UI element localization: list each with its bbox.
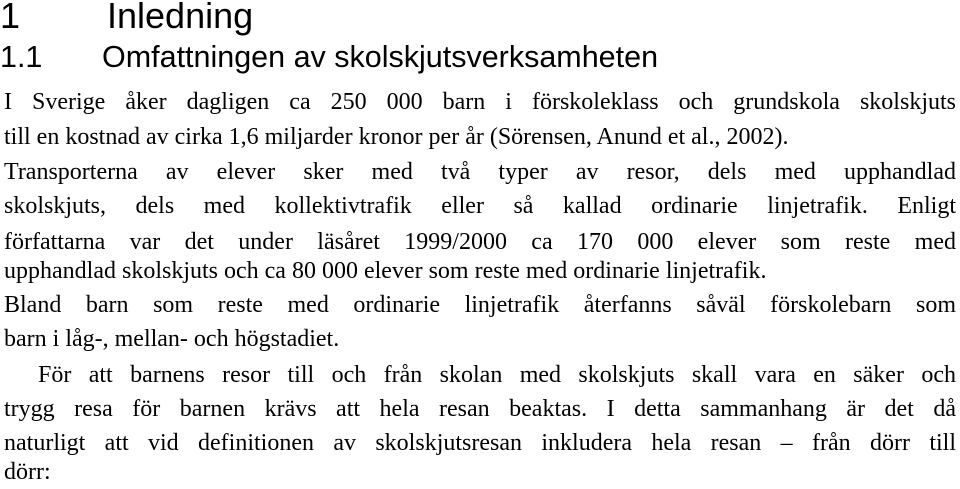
text-line: trygg resa för barnen krävs att hela resan beaktas. I detta sammanhang är det då xyxy=(4,396,956,422)
text-line: För att barnens resor till och från skolan med skolskjuts skall vara en säker och xyxy=(38,362,956,388)
text-line: barn i låg-, mellan- och högstadiet. xyxy=(4,326,340,352)
text-line: I Sverige åker dagligen ca 250 000 barn i förskoleklass och grundskola skolskjuts xyxy=(4,89,956,115)
chapter-title: Inledning xyxy=(107,0,254,36)
section-title: Omfattningen av skolskjutsverksamheten xyxy=(102,40,659,74)
text-line: dörr: xyxy=(4,459,51,485)
text-line: naturligt att vid definitionen av skolskjutsresan inkludera hela resan – från dörr till xyxy=(4,430,956,456)
text-line: författarna var det under läsåret 1999/2000 ca 170 000 elever som reste med xyxy=(4,229,956,255)
chapter-heading xyxy=(0,0,253,38)
text-line: Bland barn som reste med ordinarie linjetrafik återfanns såväl förskolebarn som xyxy=(4,292,956,318)
text-line: skolskjuts, dels med kollektivtrafik eller så kallad ordinarie linjetrafik. Enligt xyxy=(4,193,956,219)
text-line: Transporterna av elever sker med två typer av resor, dels med upphandlad xyxy=(4,159,956,185)
text-line: upphandlad skolskjuts och ca 80 000 elever som reste med ordinarie linjetrafik. xyxy=(4,258,767,284)
chapter-number: 1 xyxy=(0,0,21,36)
section-number: 1.1 xyxy=(0,40,43,74)
section-heading xyxy=(0,38,658,76)
text-line: till en kostnad av cirka 1,6 miljarder kronor per år (Sörensen, Anund et al., 2002). xyxy=(4,124,789,150)
